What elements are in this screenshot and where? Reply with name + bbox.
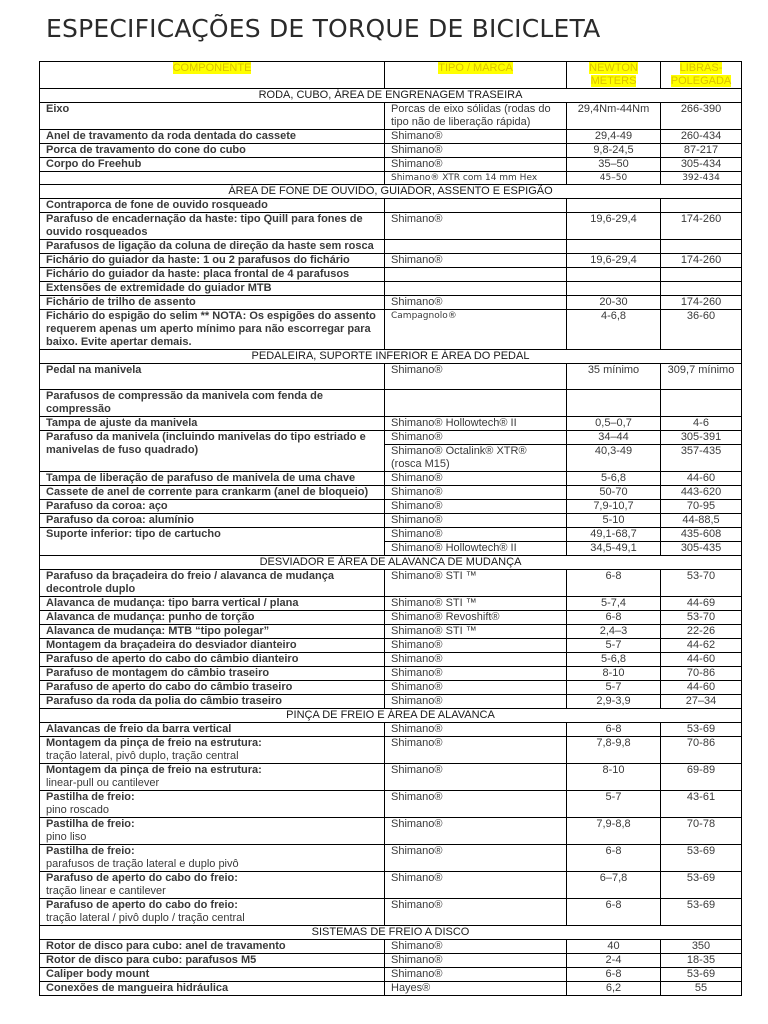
newton-cell: 2-4 <box>567 954 661 968</box>
type-cell: Shimano® Octalink® XTR® (rosca M15) <box>385 445 567 472</box>
component-cell <box>40 764 385 791</box>
component-label: Pastilha de freio: <box>46 818 135 830</box>
newton-cell: 6-8 <box>567 845 661 872</box>
libras-cell: 53-69 <box>661 845 742 872</box>
table-row <box>40 845 742 872</box>
table-row <box>40 310 742 350</box>
component-label: Parafusos de ligação da coluna de direção da haste sem rosca <box>46 240 374 252</box>
type-cell: Shimano® <box>385 845 567 872</box>
type-cell: Shimano® <box>385 528 567 542</box>
component-label: Parafuso de encadernação da haste: tipo Quill para fones de ouvido rosqueados <box>46 213 363 238</box>
newton-cell: 40 <box>567 940 661 954</box>
component-label: Montagem da pinça de freio na estrutura: <box>46 737 262 749</box>
table-row <box>40 240 742 254</box>
torque-table <box>39 61 742 996</box>
component-cell <box>40 213 385 240</box>
component-cell <box>40 500 385 514</box>
libras-cell: 174-260 <box>661 296 742 310</box>
component-cell <box>40 695 385 709</box>
section-title: ÁREA DE FONE DE OUVIDO, GUIADOR, ASSENTO E ESPIGÃO <box>40 185 742 199</box>
component-detail: pino liso <box>46 831 87 843</box>
libras-cell: 53-69 <box>661 723 742 737</box>
component-cell <box>40 158 385 172</box>
libras-cell: 53-69 <box>661 968 742 982</box>
component-cell <box>40 268 385 282</box>
table-row <box>40 723 742 737</box>
newton-cell: 5-7 <box>567 681 661 695</box>
libras-cell: 44-69 <box>661 597 742 611</box>
libras-cell: 309,7 mínimo <box>661 364 742 390</box>
table-row <box>40 982 742 996</box>
component-label: Tampa de ajuste da manivela <box>46 417 198 429</box>
type-cell: Shimano® XTR com 14 mm Hex <box>385 172 567 185</box>
component-cell <box>40 570 385 597</box>
section-header-row <box>40 926 742 940</box>
libras-cell: 18-35 <box>661 954 742 968</box>
newton-cell: 2,9-3,9 <box>567 695 661 709</box>
libras-cell: 357-435 <box>661 445 742 472</box>
table-row <box>40 791 742 818</box>
libras-cell: 53-69 <box>661 872 742 899</box>
table-row <box>40 514 742 528</box>
component-label: Anel de travamento da roda dentada do cassete <box>46 130 297 142</box>
libras-cell: 392-434 <box>661 172 742 185</box>
newton-cell: 6-8 <box>567 723 661 737</box>
libras-cell: 266-390 <box>661 103 742 130</box>
table-row <box>40 940 742 954</box>
component-label: Alavanca de mudança: tipo barra vertical / plana <box>46 597 299 609</box>
component-cell <box>40 130 385 144</box>
component-detail: tração linear e cantilever <box>46 885 166 897</box>
type-cell: Shimano® <box>385 472 567 486</box>
component-cell <box>40 144 385 158</box>
type-cell: Shimano® <box>385 818 567 845</box>
component-cell <box>40 390 385 417</box>
table-row <box>40 130 742 144</box>
type-cell <box>385 268 567 282</box>
table-row <box>40 254 742 268</box>
type-cell: Shimano® <box>385 254 567 268</box>
libras-cell: 44-60 <box>661 681 742 695</box>
component-label: Parafuso da manivela (incluindo manivelas do tipo estriado e manivelas de fuso quadrado) <box>46 431 366 456</box>
section-title: SISTEMAS DE FREIO A DISCO <box>40 926 742 940</box>
libras-cell: 36-60 <box>661 310 742 350</box>
component-label: Fichário do guiador da haste: placa frontal de 4 parafusos <box>46 268 350 280</box>
newton-cell: 19,6-29,4 <box>567 254 661 268</box>
libras-cell: 55 <box>661 982 742 996</box>
table-row <box>40 968 742 982</box>
type-cell: Shimano® <box>385 940 567 954</box>
type-cell: Shimano® Revoshift® <box>385 611 567 625</box>
table-row <box>40 472 742 486</box>
component-label: Parafuso da braçadeira do freio / alavanca de mudança decontrole duplo <box>46 570 334 595</box>
table-row <box>40 172 742 185</box>
component-cell <box>40 103 385 130</box>
newton-cell: 5-10 <box>567 514 661 528</box>
table-row <box>40 431 742 445</box>
newton-cell: 5-6,8 <box>567 653 661 667</box>
libras-cell: 350 <box>661 940 742 954</box>
component-label: Alavanca de mudança: punho de torção <box>46 611 255 623</box>
type-cell <box>385 199 567 213</box>
libras-cell: 70-95 <box>661 500 742 514</box>
newton-cell: 5-7 <box>567 639 661 653</box>
newton-cell: 2,4–3 <box>567 625 661 639</box>
table-row <box>40 625 742 639</box>
component-cell <box>40 940 385 954</box>
component-label: Montagem da pinça de freio na estrutura: <box>46 764 262 776</box>
libras-cell: 435-608 <box>661 528 742 542</box>
component-label: Parafuso de montagem do câmbio traseiro <box>46 667 270 679</box>
component-label: Pedal na manivela <box>46 364 142 376</box>
type-cell: Campagnolo® <box>385 310 567 350</box>
section-title: PINÇA DE FREIO E ÁREA DE ALAVANCA <box>40 709 742 723</box>
newton-cell: 49,1-68,7 <box>567 528 661 542</box>
type-cell: Shimano® STI ™ <box>385 570 567 597</box>
libras-cell: 305-391 <box>661 431 742 445</box>
component-cell <box>40 723 385 737</box>
type-cell: Shimano® <box>385 872 567 899</box>
section-header-row <box>40 185 742 199</box>
table-row <box>40 500 742 514</box>
component-cell <box>40 845 385 872</box>
newton-cell <box>567 199 661 213</box>
component-label: Montagem da braçadeira do desviador dianteiro <box>46 639 297 651</box>
libras-cell: 443-620 <box>661 486 742 500</box>
component-cell <box>40 528 385 556</box>
table-row <box>40 611 742 625</box>
type-cell: Shimano® <box>385 791 567 818</box>
component-cell <box>40 899 385 926</box>
newton-cell <box>567 282 661 296</box>
type-cell: Shimano® STI ™ <box>385 597 567 611</box>
component-label: Tampa de liberação de parafuso de manivela de uma chave <box>46 472 356 484</box>
table-row <box>40 681 742 695</box>
newton-cell: 6–7,8 <box>567 872 661 899</box>
newton-cell: 4-6,8 <box>567 310 661 350</box>
libras-cell: 69-89 <box>661 764 742 791</box>
libras-cell: 70-86 <box>661 667 742 681</box>
component-cell <box>40 737 385 764</box>
header-libras: LIBRAS-POLEGADA <box>661 62 742 89</box>
component-label: Fichário do guiador da haste: 1 ou 2 parafusos do fichário <box>46 254 350 266</box>
table-row <box>40 282 742 296</box>
component-label: Pastilha de freio: <box>46 791 135 803</box>
component-cell <box>40 310 385 350</box>
component-cell <box>40 199 385 213</box>
libras-cell: 87-217 <box>661 144 742 158</box>
libras-cell <box>661 390 742 417</box>
newton-cell: 6-8 <box>567 570 661 597</box>
component-label: Fichário de trilho de assento <box>46 296 196 308</box>
table-row <box>40 872 742 899</box>
newton-cell: 7,8-9,8 <box>567 737 661 764</box>
component-label: Eixo <box>46 103 70 115</box>
component-cell <box>40 417 385 431</box>
newton-cell: 29,4Nm-44Nm <box>567 103 661 130</box>
section-header-row <box>40 89 742 103</box>
type-cell: Shimano® Hollowtech® II <box>385 542 567 556</box>
component-cell <box>40 791 385 818</box>
type-cell: Shimano® <box>385 514 567 528</box>
table-row <box>40 528 742 542</box>
newton-cell: 8-10 <box>567 764 661 791</box>
component-label: Porca de travamento do cone do cubo <box>46 144 246 156</box>
component-cell <box>40 982 385 996</box>
newton-cell: 34,5-49,1 <box>567 542 661 556</box>
libras-cell: 44-88,5 <box>661 514 742 528</box>
component-cell <box>40 954 385 968</box>
component-cell <box>40 296 385 310</box>
page-title: ESPECIFICAÇÕES DE TORQUE DE BICICLETA <box>46 14 601 43</box>
component-label: Parafuso de aperto do cabo do freio: <box>46 872 238 884</box>
table-row <box>40 764 742 791</box>
table-row <box>40 417 742 431</box>
component-cell <box>40 968 385 982</box>
component-cell <box>40 625 385 639</box>
type-cell: Shimano® STI ™ <box>385 625 567 639</box>
table-row <box>40 144 742 158</box>
type-cell: Shimano® <box>385 364 567 390</box>
newton-cell: 19,6-29,4 <box>567 213 661 240</box>
component-cell <box>40 639 385 653</box>
libras-cell: 53-70 <box>661 570 742 597</box>
section-header-row <box>40 556 742 570</box>
component-label: Extensões de extremidade do guiador MTB <box>46 282 272 294</box>
type-cell: Shimano® <box>385 764 567 791</box>
newton-cell: 6,2 <box>567 982 661 996</box>
libras-cell: 305-435 <box>661 542 742 556</box>
component-label: Parafuso da roda da polia do câmbio traseiro <box>46 695 282 707</box>
libras-cell: 70-78 <box>661 818 742 845</box>
component-label: Rotor de disco para cubo: anel de travamento <box>46 940 286 952</box>
table-row <box>40 818 742 845</box>
type-cell: Shimano® <box>385 296 567 310</box>
newton-cell: 35–50 <box>567 158 661 172</box>
newton-cell: 8-10 <box>567 667 661 681</box>
component-cell <box>40 486 385 500</box>
component-cell <box>40 872 385 899</box>
libras-cell: 4-6 <box>661 417 742 431</box>
libras-cell: 305-434 <box>661 158 742 172</box>
type-cell: Shimano® <box>385 486 567 500</box>
component-cell <box>40 240 385 254</box>
newton-cell: 5-7 <box>567 791 661 818</box>
libras-cell <box>661 268 742 282</box>
table-row <box>40 213 742 240</box>
table-row <box>40 199 742 213</box>
component-cell <box>40 431 385 472</box>
component-label: Parafuso de aperto do cabo do freio: <box>46 899 238 911</box>
libras-cell: 43-61 <box>661 791 742 818</box>
newton-cell: 6-8 <box>567 899 661 926</box>
table-row <box>40 954 742 968</box>
component-cell <box>40 611 385 625</box>
section-title: PEDALEIRA, SUPORTE INFERIOR E ÁREA DO PEDAL <box>40 350 742 364</box>
newton-cell: 9,8-24,5 <box>567 144 661 158</box>
component-detail: linear-pull ou cantilever <box>46 777 160 789</box>
libras-cell: 44-60 <box>661 472 742 486</box>
table-row <box>40 639 742 653</box>
type-cell: Shimano® Hollowtech® II <box>385 417 567 431</box>
type-cell: Shimano® <box>385 681 567 695</box>
libras-cell: 53-70 <box>661 611 742 625</box>
section-title: RODA, CUBO, ÁREA DE ENGRENAGEM TRASEIRA <box>40 89 742 103</box>
component-cell <box>40 667 385 681</box>
component-label: Suporte inferior: tipo de cartucho <box>46 528 221 540</box>
newton-cell: 50-70 <box>567 486 661 500</box>
type-cell: Shimano® <box>385 144 567 158</box>
libras-cell: 27–34 <box>661 695 742 709</box>
component-detail: pino roscado <box>46 804 109 816</box>
component-label: Parafuso da coroa: aço <box>46 500 168 512</box>
newton-cell: 45–50 <box>567 172 661 185</box>
libras-cell <box>661 240 742 254</box>
header-type: TIPO / MARCA <box>385 62 567 89</box>
type-cell: Shimano® <box>385 968 567 982</box>
table-row <box>40 570 742 597</box>
header-row <box>40 62 742 89</box>
libras-cell: 174-260 <box>661 213 742 240</box>
type-cell: Shimano® <box>385 130 567 144</box>
section-header-row <box>40 350 742 364</box>
type-cell: Shimano® <box>385 899 567 926</box>
type-cell: Shimano® <box>385 695 567 709</box>
component-detail: parafusos de tração lateral e duplo pivô <box>46 858 239 870</box>
type-cell: Shimano® <box>385 500 567 514</box>
libras-cell: 44-60 <box>661 653 742 667</box>
table-row <box>40 667 742 681</box>
newton-cell <box>567 390 661 417</box>
component-label: Fichário do espigão do selim ** NOTA: Os espigões do assento requerem apenas um aperto mínimo para não escorregar para baixo. Evite apertar demais. <box>46 310 376 348</box>
newton-cell: 6-8 <box>567 968 661 982</box>
component-label: Caliper body mount <box>46 968 150 980</box>
component-label: Conexões de mangueira hidráulica <box>46 982 229 994</box>
table-row <box>40 268 742 282</box>
newton-cell <box>567 268 661 282</box>
type-cell: Shimano® <box>385 737 567 764</box>
libras-cell: 70-86 <box>661 737 742 764</box>
libras-cell: 53-69 <box>661 899 742 926</box>
component-cell <box>40 818 385 845</box>
table-row <box>40 364 742 390</box>
newton-cell: 6-8 <box>567 611 661 625</box>
newton-cell <box>567 240 661 254</box>
type-cell: Shimano® <box>385 954 567 968</box>
type-cell: Shimano® <box>385 213 567 240</box>
libras-cell: 174-260 <box>661 254 742 268</box>
type-cell: Shimano® <box>385 667 567 681</box>
newton-cell: 0,5–0,7 <box>567 417 661 431</box>
component-cell <box>40 254 385 268</box>
component-cell <box>40 514 385 528</box>
table-row <box>40 158 742 172</box>
newton-cell: 5-6,8 <box>567 472 661 486</box>
newton-cell: 40,3-49 <box>567 445 661 472</box>
component-cell <box>40 282 385 296</box>
component-label: Alavancas de freio da barra vertical <box>46 723 232 735</box>
component-label: Contraporca de fone de ouvido rosqueado <box>46 199 268 211</box>
component-label: Corpo do Freehub <box>46 158 142 170</box>
type-cell <box>385 282 567 296</box>
component-cell <box>40 472 385 486</box>
header-component: COMPONENTE <box>40 62 385 89</box>
type-cell <box>385 240 567 254</box>
newton-cell: 7,9-10,7 <box>567 500 661 514</box>
component-cell <box>40 364 385 390</box>
component-cell <box>40 172 385 185</box>
type-cell: Shimano® <box>385 158 567 172</box>
libras-cell: 22-26 <box>661 625 742 639</box>
component-detail: tração lateral / pivô duplo / tração central <box>46 912 245 924</box>
table-row <box>40 390 742 417</box>
type-cell: Shimano® <box>385 431 567 445</box>
newton-cell: 34–44 <box>567 431 661 445</box>
header-newton: NEWTON METERS <box>567 62 661 89</box>
type-cell: Shimano® <box>385 653 567 667</box>
section-header-row <box>40 709 742 723</box>
newton-cell: 20-30 <box>567 296 661 310</box>
newton-cell: 7,9-8,8 <box>567 818 661 845</box>
libras-cell: 44-62 <box>661 639 742 653</box>
libras-cell <box>661 282 742 296</box>
component-cell <box>40 653 385 667</box>
component-detail: tração lateral, pivô duplo, tração central <box>46 750 239 762</box>
table-row <box>40 597 742 611</box>
component-label: Rotor de disco para cubo: parafusos M5 <box>46 954 257 966</box>
component-label: Parafusos de compressão da manivela com fenda de compressão <box>46 390 323 415</box>
component-label: Parafuso de aperto do cabo do câmbio dianteiro <box>46 653 299 665</box>
component-label: Parafuso de aperto do cabo do câmbio traseiro <box>46 681 293 693</box>
table-row <box>40 486 742 500</box>
table-row <box>40 695 742 709</box>
table-row <box>40 103 742 130</box>
type-cell: Hayes® <box>385 982 567 996</box>
table-row <box>40 899 742 926</box>
type-cell: Shimano® <box>385 723 567 737</box>
component-label: Parafuso da coroa: alumínio <box>46 514 194 526</box>
type-cell: Shimano® <box>385 639 567 653</box>
component-cell <box>40 597 385 611</box>
table-row <box>40 296 742 310</box>
section-title: DESVIADOR E ÁREA DE ALAVANCA DE MUDANÇA <box>40 556 742 570</box>
libras-cell <box>661 199 742 213</box>
component-label: Alavanca de mudança: MTB “tipo polegar” <box>46 625 270 637</box>
newton-cell: 5-7,4 <box>567 597 661 611</box>
table-row <box>40 737 742 764</box>
component-label: Cassete de anel de corrente para crankarm (anel de bloqueio) <box>46 486 369 498</box>
component-cell <box>40 681 385 695</box>
table-row <box>40 653 742 667</box>
component-label: Pastilha de freio: <box>46 845 135 857</box>
type-cell <box>385 390 567 417</box>
newton-cell: 35 mínimo <box>567 364 661 390</box>
table-body <box>40 89 742 996</box>
libras-cell: 260-434 <box>661 130 742 144</box>
newton-cell: 29,4-49 <box>567 130 661 144</box>
type-cell: Porcas de eixo sólidas (rodas do tipo não de liberação rápida) <box>385 103 567 130</box>
